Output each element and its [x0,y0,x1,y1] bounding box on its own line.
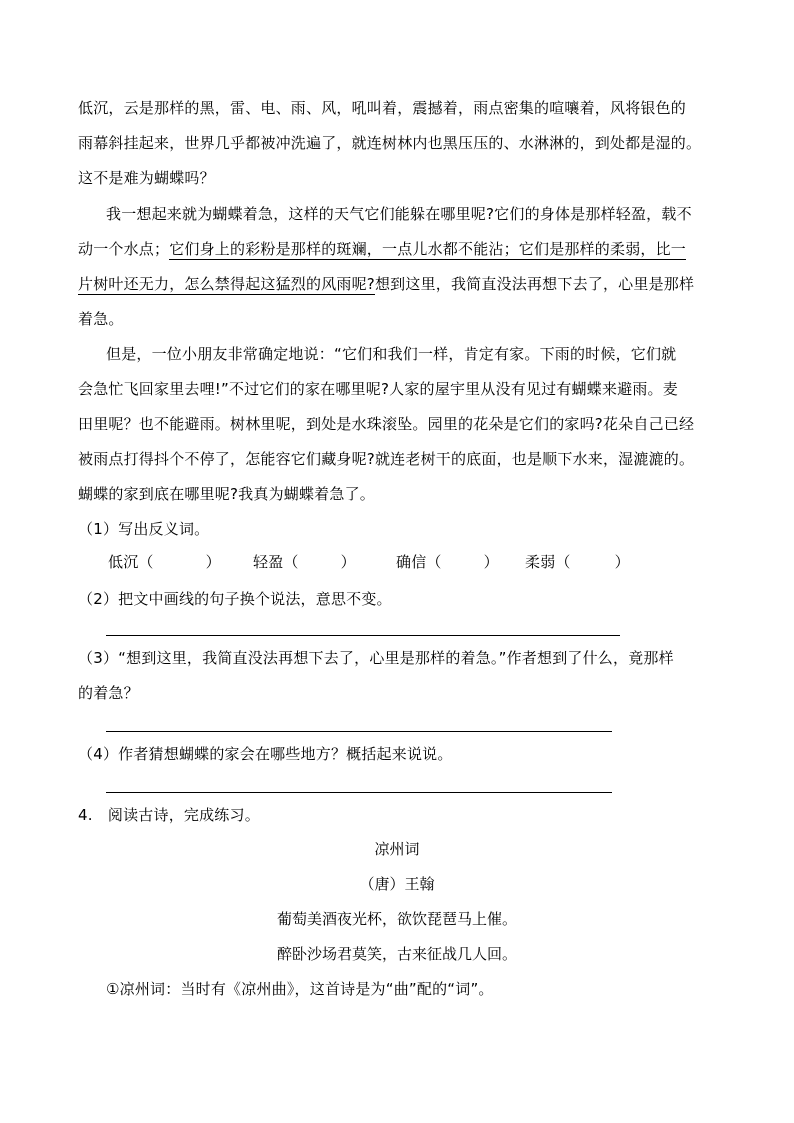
passage-p2-line2-plain: 动一个水点； [78,240,170,258]
passage-p1-line3: 这不是难为蝴蝶吗？ [78,169,215,187]
antonym-item-1 [108,550,221,574]
passage-p1-line1: 低沉，云是那样的黑，雷、电、雨、风，吼叫着，震撼着，雨点密集的喧嚷着，风将银色的 [78,99,687,117]
passage-p3-line4: 被雨点打得抖个不停了，怎能容它们藏身呢?就连老树干的底面，也是顺下水来，湿漉漉的。 [78,450,695,468]
poem-line-1: 葡萄美酒夜光杯，欲饮琵琶马上催。 [276,910,517,928]
antonym-close-3: ） [483,553,499,571]
passage-p3-line5: 蝴蝶的家到底在哪里呢?我真为蝴蝶着急了。 [78,485,375,503]
antonym-close-1: ） [205,553,221,571]
section-4-heading: 4. 阅读古诗，完成练习。 [78,806,260,824]
passage-p3-line1: 但是，一位小朋友非常确定地说：“它们和我们一样，肯定有家。下雨的时候，它们就 [106,345,677,363]
question-4-label: （4）作者猜想蝴蝶的家会在哪些地方？概括起来说说。 [78,745,453,763]
passage-p2-line2 [78,237,686,261]
question-1-label: （1）写出反义词。 [78,520,210,538]
antonym-word-2: 轻盈（ [253,553,299,571]
poem-footnote: ①凉州词：当时有《凉州曲》，这首诗是为“曲”配的“词”。 [106,980,494,998]
antonym-item-2 [253,550,356,574]
underlined-sentence-part1: 它们身上的彩粉是那样的斑斓，一点儿水都不能沾；它们是那样的柔弱，比一 [169,240,687,258]
antonym-item-4 [525,550,630,574]
antonym-item-3 [396,550,499,574]
passage-p1-line2: 雨幕斜挂起来，世界几乎都被冲洗遍了，就连树林内也黑压压的、水淋淋的，到处都是湿的。 [78,134,702,152]
poem-title: 凉州词 [374,840,420,858]
question-3-line2: 的着急？ [78,684,139,702]
antonym-close-2: ） [340,553,356,571]
antonym-word-4: 柔弱（ [525,553,571,571]
passage-p2-line3-plain: 想到这里，我简直没法再想下去了，心里是那样 [374,275,695,293]
antonym-word-1: 低沉（ [108,553,154,571]
question-2-answer-line[interactable] [106,635,620,636]
antonym-close-4: ） [614,553,630,571]
passage-p3-line2: 会急忙飞回家里去哩!”不过它们的家在哪里呢?人家的屋宇里从没有见过有蝴蝶来避雨。麦 [78,380,678,398]
question-3-answer-line[interactable] [106,731,612,732]
poem-author: （唐）王翰 [359,875,435,893]
passage-p2-line3 [78,272,694,296]
antonym-word-3: 确信（ [396,553,442,571]
passage-p3-line3: 田里呢？也不能避雨。树林里呢，到处是水珠滚坠。园里的花朵是它们的家吗?花朵自己已经 [78,415,695,433]
question-4-answer-line[interactable] [106,792,612,793]
question-2-label: （2）把文中画线的句子换个说法，意思不变。 [78,590,392,608]
underlined-sentence-part2: 片树叶还无力，怎么禁得起这猛烈的风雨呢? [78,275,375,293]
passage-p2-line4: 着急。 [78,310,124,328]
passage-p2-line1: 我一想起来就为蝴蝶着急，这样的天气它们能躲在哪里呢?它们的身体是那样轻盈，载不 [106,205,692,223]
question-3-line1: （3）“想到这里，我简直没法再想下去了，心里是那样的着急。”作者想到了什么，竟那样 [78,649,674,667]
poem-line-2: 醉卧沙场君莫笑，古来征战几人回。 [276,945,517,963]
